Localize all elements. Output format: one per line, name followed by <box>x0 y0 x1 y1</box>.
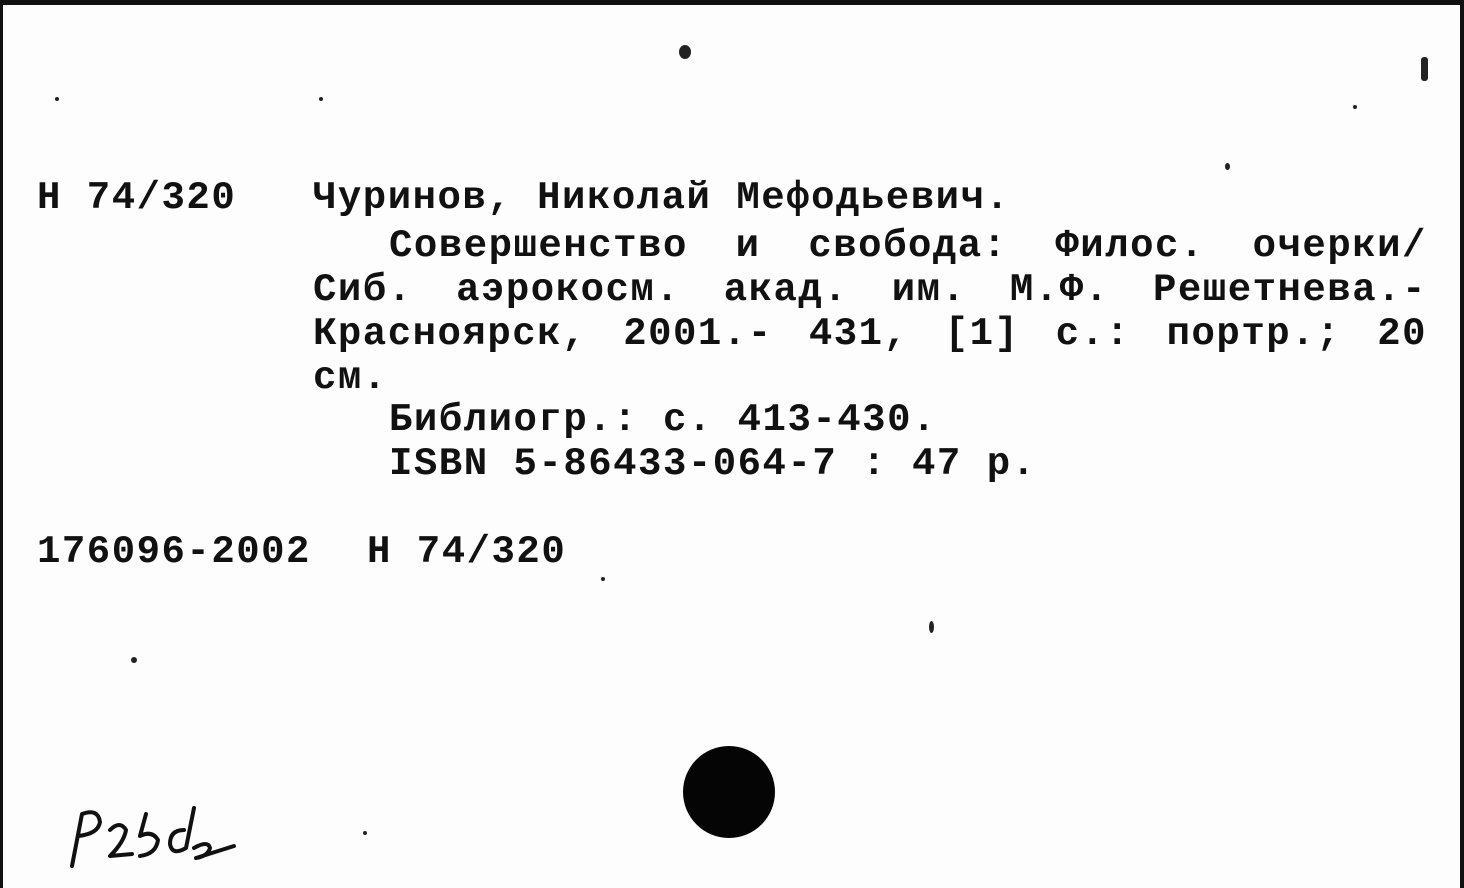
isbn-price: ISBN 5-86433-064-7 : 47 р. <box>389 442 1037 486</box>
scan-speck <box>1353 105 1357 109</box>
title-word: с.: <box>1055 312 1131 356</box>
title-word: 431, <box>808 312 909 356</box>
punch-hole <box>683 746 775 838</box>
scan-speck <box>679 45 691 59</box>
title-line-4: см. <box>313 356 388 400</box>
title-word: 2001.- <box>623 312 773 356</box>
title-word: им. <box>891 268 967 312</box>
scan-speck <box>363 831 367 835</box>
title-word: 20 <box>1377 312 1427 356</box>
title-word: Решетнева.- <box>1152 268 1427 312</box>
title-word: и <box>735 224 761 268</box>
inventory-number: 176096-2002 <box>37 530 311 574</box>
title-word: Сиб. <box>313 268 413 312</box>
bibliography-note: Библиогр.: с. 413-430. <box>389 398 937 442</box>
shelf-mark: Н 74/320 <box>37 176 237 220</box>
title-word: свобода: <box>808 224 1008 268</box>
scan-speck <box>1225 163 1230 170</box>
scan-speck <box>131 657 137 663</box>
title-line-3 <box>313 312 1427 356</box>
title-word: очерки/ <box>1252 224 1427 268</box>
inventory-shelf-mark: Н 74/320 <box>367 530 567 574</box>
title-word: Совершенство <box>389 224 688 268</box>
title-word: портр.; <box>1166 312 1341 356</box>
handwritten-note <box>58 800 248 875</box>
title-word: акад. <box>723 268 849 312</box>
scan-speck <box>55 97 59 101</box>
title-word: аэрокосм. <box>456 268 681 312</box>
title-word: Красноярск, <box>313 312 587 356</box>
title-line-2 <box>313 268 1427 312</box>
scan-speck <box>319 97 323 101</box>
author-heading: Чуринов, Николай Мефодьевич. <box>313 176 1011 220</box>
scan-speck <box>601 577 605 581</box>
title-line-1 <box>389 224 1427 268</box>
title-word: М.Ф. <box>1009 268 1110 312</box>
title-word: [1] <box>944 312 1020 356</box>
scan-speck <box>929 621 934 633</box>
title-word: Филос. <box>1055 224 1205 268</box>
scan-speck <box>1421 57 1428 81</box>
